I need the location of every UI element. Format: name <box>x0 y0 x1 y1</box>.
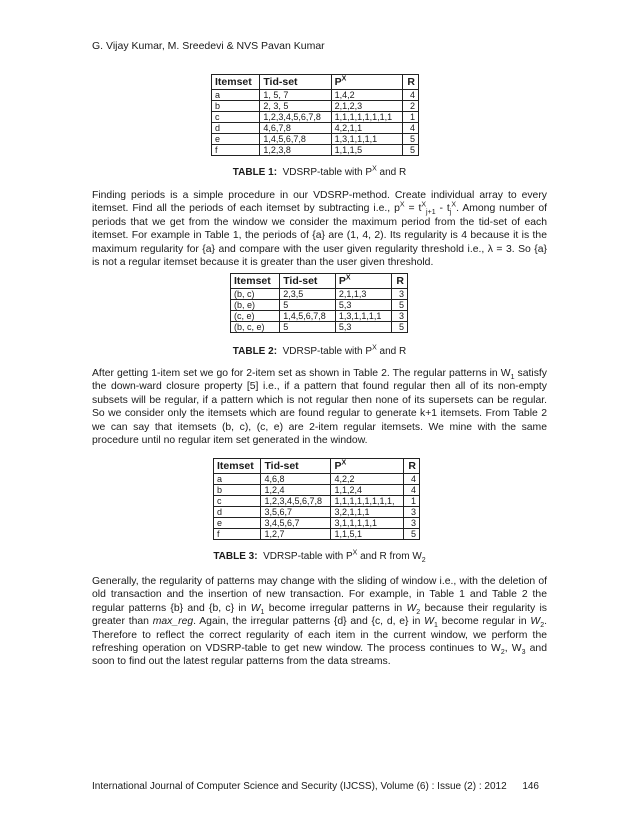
cell-period: 1,3,1,1,1,1 <box>335 311 391 322</box>
cell-regularity: 4 <box>404 485 420 496</box>
cell-tidset: 1,4,5,6,7,8 <box>280 311 336 322</box>
cell-itemset: b <box>212 101 260 112</box>
cell-period: 1,3,1,1,1,1 <box>331 134 402 145</box>
cell-period: 1,1,1,1,1,1,1,1, <box>331 496 404 507</box>
paragraph-3: Generally, the regularity of patterns may change with the sliding of window i.e., with the deletion of old transaction and the insertion of new transaction. For example, in Table 1 and Table 2 the regular patterns {b} and {b, c} in $W_1$ become irregular patterns in $W_2$ because their regularity is greater than max_reg. Again, the irregular patterns {d} and {c, d, e} in $W_1$ become regular in $W_2$. Therefore to reflect the correct regularity of each item in the current window, we perform the refreshing operation on VDSRP-table to get new window. The process continues to $W_2$, $W_3$ and soon to find out the latest regular patterns from the data streams. <box>92 576 547 668</box>
cell-itemset: e <box>212 134 260 145</box>
cell-itemset: a <box>214 474 261 485</box>
table-row <box>214 485 420 496</box>
table-header-row <box>231 274 408 289</box>
col-regularity: R <box>391 274 407 289</box>
table-row <box>212 145 419 156</box>
col-tidset: Tid-set <box>280 274 336 289</box>
table-row <box>214 518 420 529</box>
table-row <box>231 311 408 322</box>
cell-period: 4,2,2 <box>331 474 404 485</box>
cell-regularity: 4 <box>402 90 418 101</box>
table-row <box>214 474 420 485</box>
table-row <box>231 300 408 311</box>
cell-tidset: 3,4,5,6,7 <box>261 518 331 529</box>
table-row <box>212 112 419 123</box>
cell-regularity: 3 <box>391 311 407 322</box>
cell-itemset: f <box>214 529 261 540</box>
cell-period: 2,1,1,3 <box>335 289 391 300</box>
col-itemset: Itemset <box>212 75 260 90</box>
col-period: $P^X$ <box>331 75 402 90</box>
table-2 <box>230 273 408 333</box>
cell-regularity: 5 <box>404 529 420 540</box>
running-header: G. Vijay Kumar, M. Sreedevi & NVS Pavan Kumar <box>92 40 325 52</box>
cell-itemset: d <box>212 123 260 134</box>
table-header-row <box>212 75 419 90</box>
cell-period: 5,3 <box>335 322 391 333</box>
cell-itemset: d <box>214 507 261 518</box>
table-row <box>231 289 408 300</box>
cell-itemset: c <box>212 112 260 123</box>
cell-period: 1,1,5,1 <box>331 529 404 540</box>
cell-regularity: 5 <box>391 300 407 311</box>
cell-period: 3,1,1,1,1,1 <box>331 518 404 529</box>
table-3-body <box>214 474 420 540</box>
cell-regularity: 5 <box>402 134 418 145</box>
cell-regularity: 4 <box>404 474 420 485</box>
cell-tidset: 1, 5, 7 <box>260 90 331 101</box>
table-1-caption: TABLE 1: VDSRP-table with $P^X$ and R <box>232 165 407 178</box>
cell-tidset: 3,5,6,7 <box>261 507 331 518</box>
paragraph-2: After getting 1-item set we go for 2-item set as shown in Table 2. The regular patterns in $W_1$ satisfy the down-ward closure property [5] i.e., if a pattern that found regular then all of its non-empty subsets will be regular, if a pattern which is not regular then none of its supersets can be regular. So we consider only the itemsets which are found regular to generate k+1 itemsets. From Table 2 we can say that itemsets (b, c), (c, e) are 2-item regular itemsets. We mine with the same procedure until no regular item set generated in the window. <box>92 368 547 447</box>
cell-regularity: 1 <box>402 112 418 123</box>
cell-period: 5,3 <box>335 300 391 311</box>
page-footer <box>92 781 547 792</box>
cell-tidset: 1,2,3,4,5,6,7,8 <box>261 496 331 507</box>
col-period: $P^X$ <box>331 459 404 474</box>
cell-period: 1,1,2,4 <box>331 485 404 496</box>
col-itemset: Itemset <box>231 274 280 289</box>
cell-regularity: 3 <box>404 518 420 529</box>
cell-itemset: f <box>212 145 260 156</box>
cell-itemset: (b, e) <box>231 300 280 311</box>
table-row <box>214 507 420 518</box>
cell-regularity: 3 <box>404 507 420 518</box>
table-2-caption: TABLE 2: VDRSP-table with $P^X$ and R <box>232 344 407 357</box>
cell-itemset: (b, c, e) <box>231 322 280 333</box>
cell-tidset: 5 <box>280 322 336 333</box>
paragraph-1: Finding periods is a simple procedure in our VDSRP-method. Create individual array to every itemset. Find all the periods of each itemset by subtracting i.e., $p^X = t^X_{j+1} - t_j^X$. Among number of periods that we get from the window we consider the maximum period from the tid-set of each itemset. For example in Table 1, the periods of {a} are (1, 4, 2). Its regularity is 4 because it is the maximum regularity for {a} and compare with the user given regularity threshold i.e., λ = 3. So {a} is not a regular itemset because it is greater than the user given threshold. <box>92 190 548 269</box>
cell-itemset: (b, c) <box>231 289 280 300</box>
cell-regularity: 2 <box>402 101 418 112</box>
table-2-body <box>231 289 408 333</box>
cell-tidset: 2, 3, 5 <box>260 101 331 112</box>
cell-tidset: 1,2,3,8 <box>260 145 331 156</box>
table-row <box>212 101 419 112</box>
table-row <box>214 529 420 540</box>
cell-period: 1,1,1,1,1,1,1,1 <box>331 112 402 123</box>
table-row <box>212 123 419 134</box>
cell-tidset: 4,6,7,8 <box>260 123 331 134</box>
cell-itemset: e <box>214 518 261 529</box>
table-1 <box>211 74 419 156</box>
table-row <box>212 134 419 145</box>
cell-tidset: 1,4,5,6,7,8 <box>260 134 331 145</box>
cell-itemset: (c, e) <box>231 311 280 322</box>
col-period: $P^X$ <box>335 274 391 289</box>
table-header-row <box>214 459 420 474</box>
col-itemset: Itemset <box>214 459 261 474</box>
cell-regularity: 5 <box>402 145 418 156</box>
cell-period: 2,1,2,3 <box>331 101 402 112</box>
col-regularity: R <box>404 459 420 474</box>
page-number: 146 <box>522 781 539 792</box>
table-row <box>214 496 420 507</box>
cell-period: 3,2,1,1,1 <box>331 507 404 518</box>
cell-period: 1,4,2 <box>331 90 402 101</box>
cell-tidset: 5 <box>280 300 336 311</box>
cell-period: 1,1,1,5 <box>331 145 402 156</box>
cell-regularity: 4 <box>402 123 418 134</box>
col-regularity: R <box>402 75 418 90</box>
cell-itemset: a <box>212 90 260 101</box>
col-tidset: Tid-set <box>260 75 331 90</box>
col-tidset: Tid-set <box>261 459 331 474</box>
cell-period: 4,2,1,1 <box>331 123 402 134</box>
cell-tidset: 4,6,8 <box>261 474 331 485</box>
table-row <box>212 90 419 101</box>
cell-tidset: 1,2,3,4,5,6,7,8 <box>260 112 331 123</box>
table-1-body <box>212 90 419 156</box>
cell-tidset: 2,3,5 <box>280 289 336 300</box>
cell-regularity: 5 <box>391 322 407 333</box>
table-3-caption: TABLE 3: VDRSP-table with $P^X$ and R from $W_2$ <box>213 549 426 564</box>
cell-regularity: 3 <box>391 289 407 300</box>
table-row <box>231 322 408 333</box>
cell-tidset: 1,2,4 <box>261 485 331 496</box>
cell-regularity: 1 <box>404 496 420 507</box>
table-3 <box>213 458 420 540</box>
journal-citation: International Journal of Computer Science and Security (IJCSS), Volume (6) : Issue (2) : 2012 <box>92 781 507 792</box>
cell-tidset: 1,2,7 <box>261 529 331 540</box>
cell-itemset: b <box>214 485 261 496</box>
cell-itemset: c <box>214 496 261 507</box>
